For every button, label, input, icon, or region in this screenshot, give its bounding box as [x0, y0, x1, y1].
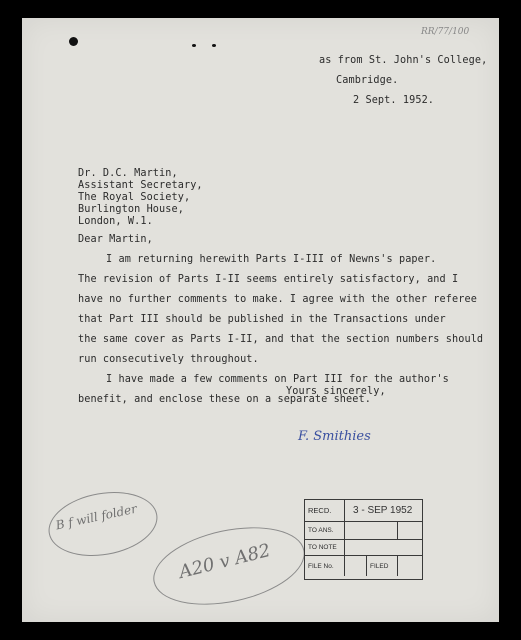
body-line: the same cover as Parts I-II, and that the section numbers should [78, 334, 484, 345]
body-line: I have made a few comments on Part III for the author's [106, 374, 449, 385]
stamp-to-note-field [345, 540, 422, 556]
archive-reference: RR/77/100 [421, 27, 470, 37]
closing: Yours sincerely, [286, 386, 386, 397]
received-stamp [304, 499, 423, 580]
stamp-to-ans-field [345, 522, 398, 540]
address-line-1: as from St. John's College, [319, 55, 488, 66]
stamp-to-ans-extra [398, 522, 422, 540]
stamp-file-no-field [345, 556, 367, 576]
staple-mark [212, 44, 216, 47]
recipient-line: The Royal Society, [78, 192, 191, 203]
letter-page [22, 18, 499, 622]
punch-hole-mark [69, 37, 78, 46]
body-line: run consecutively throughout. [78, 354, 259, 365]
recipient-line: London, W.1. [78, 216, 153, 227]
body-line: have no further comments to make. I agree with the other referee [78, 294, 477, 305]
body-line: benefit, and enclose these on a separate sheet. [78, 394, 371, 405]
recipient-line: Burlington House, [78, 204, 184, 215]
body-line: that Part III should be published in the Transactions under [78, 314, 446, 325]
stamp-to-ans-label: TO ANS. [305, 522, 345, 540]
stamp-file-no-label: FILE No. [305, 556, 345, 576]
signature: F. Smithies [298, 429, 371, 444]
annotation-center: A20 v A82 [176, 540, 273, 583]
stamp-recd-label: RECD. [305, 500, 345, 522]
stamp-filed-label: FILED [367, 556, 398, 576]
letter-date: 2 Sept. 1952. [353, 95, 435, 106]
body-line: I am returning herewith Parts I-III of Newns's paper. [106, 254, 437, 265]
stamp-to-note-label: TO NOTE [305, 540, 345, 556]
recipient-line: Assistant Secretary, [78, 180, 203, 191]
recipient-line: Dr. D.C. Martin, [78, 168, 178, 179]
stamp-filed-field [398, 556, 422, 576]
annotation-left: B f will folder [54, 501, 139, 533]
salutation: Dear Martin, [78, 234, 153, 245]
staple-mark [192, 44, 196, 47]
address-line-2: Cambridge. [336, 75, 399, 86]
body-line: The revision of Parts I-II seems entirely satisfactory, and I [78, 274, 459, 285]
stamp-recd-date: 3 - SEP 1952 [345, 500, 422, 522]
